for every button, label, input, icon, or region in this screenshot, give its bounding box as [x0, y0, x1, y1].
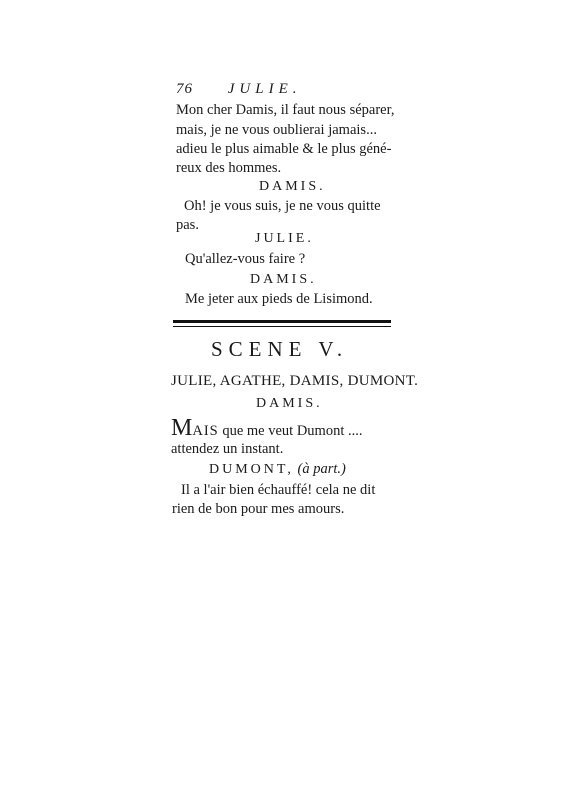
drop-cap: M	[171, 415, 193, 441]
speech-line: Qu'allez-vous faire ?	[185, 251, 306, 267]
speech-line: Me jeter aux pieds de Lisimond.	[185, 291, 373, 307]
speaker-name: DUMONT,	[209, 462, 294, 477]
scene-characters: JULIE, AGATHE, DAMIS, DUMONT.	[171, 373, 419, 389]
speech-line: adieu le plus aimable & le plus géné-	[176, 141, 392, 157]
section-rule-thick	[173, 320, 391, 323]
speaker-name: DAMIS.	[256, 396, 323, 411]
speech-line: Oh! je vous suis, je ne vous quitte	[184, 198, 381, 214]
section-rule-thin	[173, 326, 391, 327]
speech-line: attendez un instant.	[171, 441, 284, 457]
speech-text: que me veut Dumont ....	[222, 423, 363, 439]
speech-line: Mon cher Damis, il faut nous séparer,	[176, 102, 395, 118]
scene-title: SCENE V.	[211, 337, 349, 361]
first-word-rest: AIS	[192, 423, 219, 439]
running-header	[176, 80, 302, 98]
speech-line: Il a l'air bien échauffé! cela ne dit	[181, 482, 376, 498]
speaker-line	[209, 460, 346, 479]
speech-line: pas.	[176, 217, 199, 233]
speech-line: reux des hommes.	[176, 160, 282, 176]
speaker-name: JULIE.	[255, 231, 314, 246]
speech-line: mais, je ne vous oublierai jamais...	[176, 122, 377, 138]
speaker-name: DAMIS.	[250, 272, 317, 287]
speech-line: rien de bon pour mes amours.	[172, 501, 345, 517]
stage-direction: (à part.)	[297, 461, 346, 477]
speaker-name: DAMIS.	[259, 179, 326, 194]
running-title: JULIE.	[227, 81, 302, 97]
speech-line	[171, 415, 363, 441]
page-number: 76	[176, 81, 193, 97]
